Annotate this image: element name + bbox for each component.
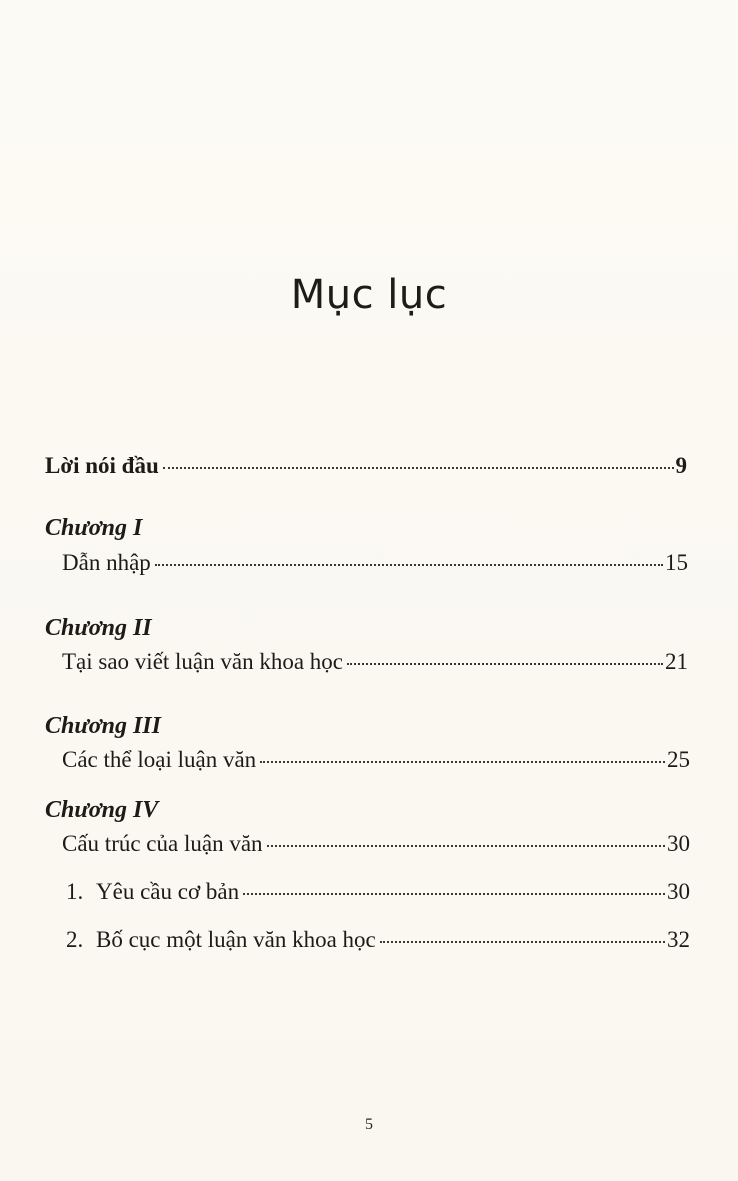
dot-leader xyxy=(260,761,665,763)
toc-entry-chapter-4[interactable] xyxy=(62,830,690,858)
chapter-heading-1: Chương I xyxy=(45,515,143,541)
subsection-number: 2. xyxy=(66,927,84,952)
toc-entry-label: Yêu cầu cơ bản xyxy=(96,879,240,904)
toc-entry-chapter-3[interactable] xyxy=(62,746,690,774)
toc-entry-page: 9 xyxy=(675,453,687,478)
toc-entry-page: 21 xyxy=(665,649,688,674)
toc-entry-label: Dẫn nhập xyxy=(62,550,151,575)
toc-entry-page: 15 xyxy=(665,550,688,575)
toc-entry-page: 30 xyxy=(667,879,690,904)
page-number: 5 xyxy=(365,1116,373,1133)
toc-entry-page: 30 xyxy=(667,831,690,856)
toc-entry-page: 32 xyxy=(667,927,690,952)
toc-entry-chapter-2[interactable] xyxy=(62,648,688,676)
chapter-heading-4: Chương IV xyxy=(45,797,159,823)
chapter-heading-2: Chương II xyxy=(45,615,152,641)
subsection-number: 1. xyxy=(66,879,84,904)
dot-leader xyxy=(163,467,674,469)
toc-entry-front-matter[interactable] xyxy=(45,452,687,480)
dot-leader xyxy=(380,941,665,943)
toc-entry-label: Cấu trúc của luận văn xyxy=(62,831,263,856)
toc-entry-page: 25 xyxy=(667,747,690,772)
dot-leader xyxy=(243,893,665,895)
toc-entry-label: Các thể loại luận văn xyxy=(62,747,257,772)
toc-entry-label: Bố cục một luận văn khoa học xyxy=(96,927,376,952)
chapter-heading-3: Chương III xyxy=(45,713,161,739)
toc-subsection-2[interactable] xyxy=(66,926,690,954)
toc-entry-chapter-1[interactable] xyxy=(62,549,688,577)
page-title: Mục lục xyxy=(290,272,448,318)
dot-leader xyxy=(347,663,663,665)
dot-leader xyxy=(155,564,663,566)
toc-entry-label: Lời nói đầu xyxy=(45,453,159,478)
dot-leader xyxy=(267,845,665,847)
toc-entry-label: Tại sao viết luận văn khoa học xyxy=(62,649,344,674)
toc-subsection-1[interactable] xyxy=(66,878,690,906)
